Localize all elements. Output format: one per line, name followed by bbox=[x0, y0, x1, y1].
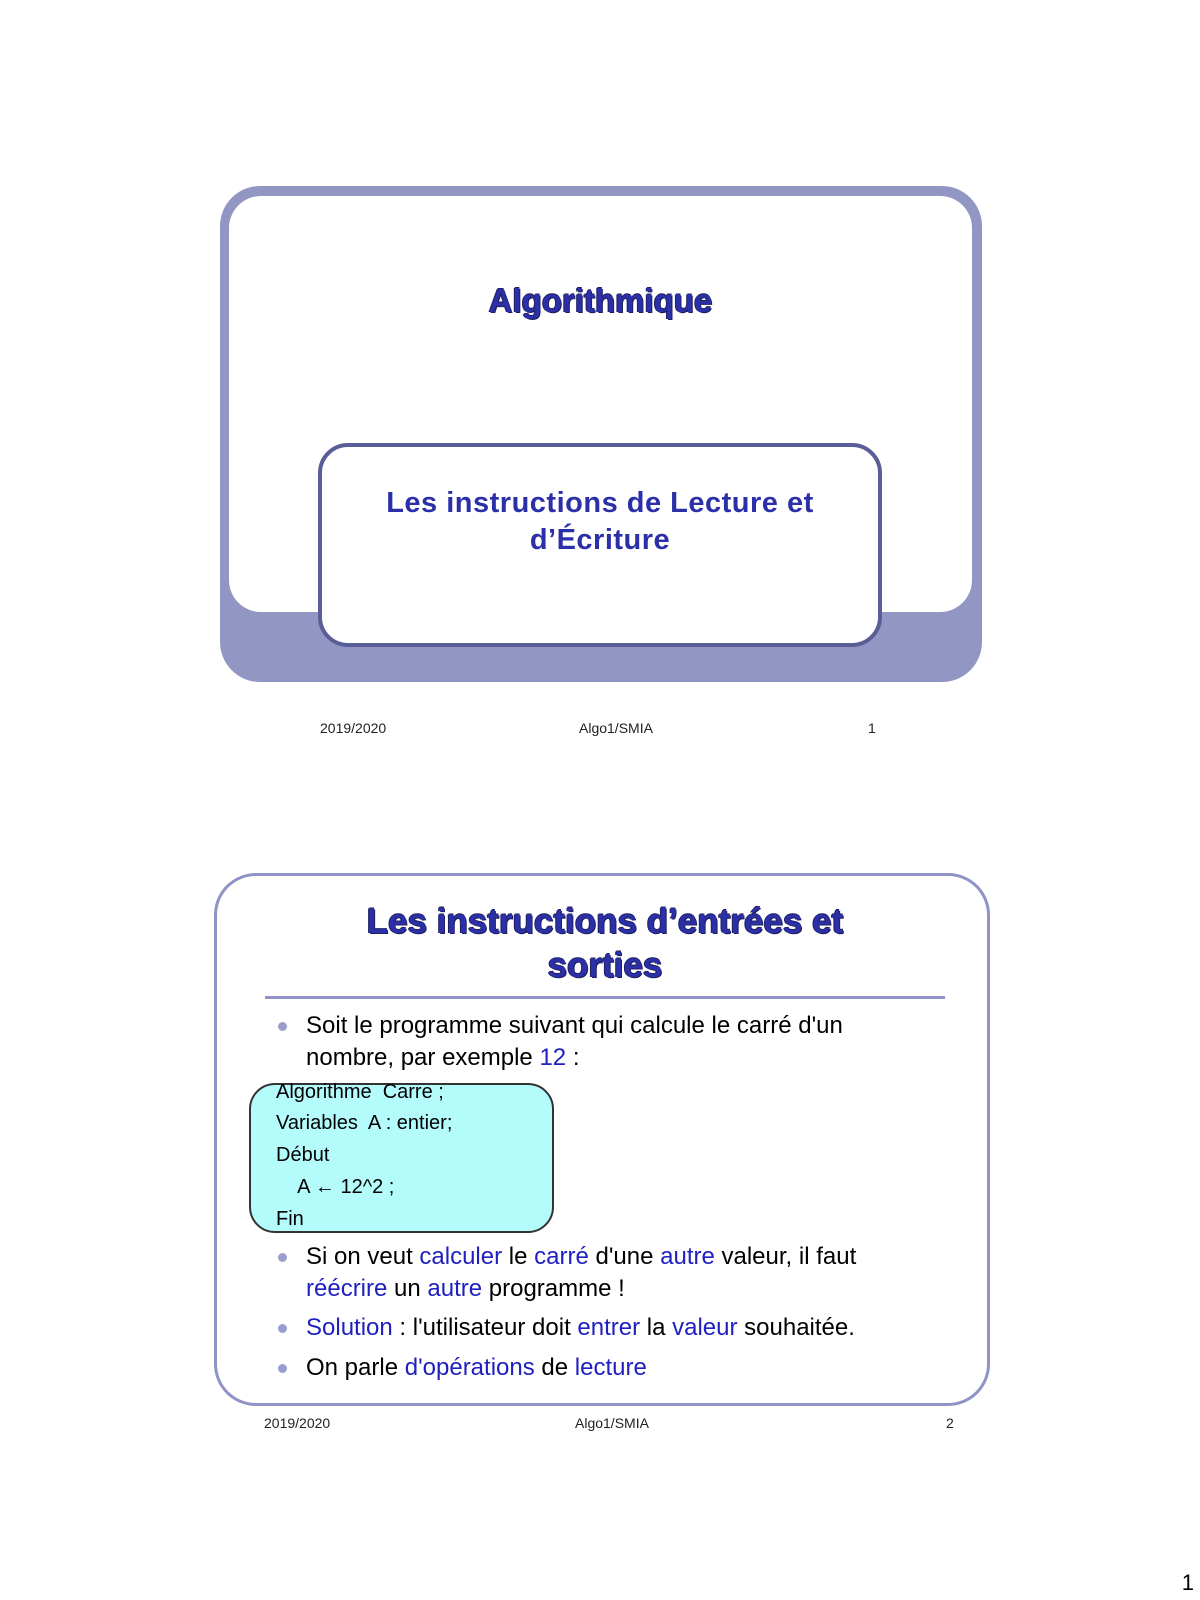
slide1-subtitle-line1: Les instructions de Lecture et bbox=[386, 487, 814, 519]
bullet-dot-icon bbox=[278, 1022, 287, 1031]
slide1-title: Algorithmique bbox=[488, 282, 713, 319]
slide2-footer-number: 2 bbox=[946, 1415, 954, 1431]
slide2-title bbox=[260, 900, 950, 988]
bullet-dot-icon bbox=[278, 1253, 287, 1262]
bullet-3-line: Solution : l'utilisateur doit entrer la valeur souhaitée. bbox=[306, 1314, 855, 1341]
slide2-title-line2: sorties bbox=[547, 946, 663, 985]
slide2-title-rule bbox=[265, 996, 945, 999]
slide1-footer-number: 1 bbox=[868, 720, 876, 736]
code-line-1: Algorithme Carre ; bbox=[276, 1081, 444, 1103]
slide1-subtitle-line2: d’Écriture bbox=[529, 524, 671, 556]
code-line-2: Variables A : entier; bbox=[276, 1112, 453, 1134]
slide2-footer-date: 2019/2020 bbox=[264, 1415, 331, 1431]
slide1-footer-course: Algo1/SMIA bbox=[579, 720, 653, 736]
bullet-dot-icon bbox=[278, 1324, 287, 1333]
bullet-4-line: On parle d'opérations de lecture bbox=[306, 1354, 647, 1381]
bullet-2-line2: réécrire un autre programme ! bbox=[306, 1275, 625, 1302]
slide1-footer-date: 2019/2020 bbox=[320, 720, 387, 736]
bullet-dot-icon bbox=[278, 1364, 287, 1373]
bullet-1-line2: nombre, par exemple 12 : bbox=[306, 1044, 580, 1071]
slide1-subtitle bbox=[322, 485, 878, 559]
page-number: 1 bbox=[1181, 1570, 1194, 1595]
slide2-title-line1: Les instructions d’entrées et bbox=[366, 902, 844, 941]
bullet-1-line1: Soit le programme suivant qui calcule le carré d'un bbox=[306, 1012, 843, 1039]
slide2-footer-course: Algo1/SMIA bbox=[575, 1415, 649, 1431]
code-line-4: A ← 12^2 ; bbox=[276, 1176, 395, 1198]
code-line-3: Début bbox=[276, 1144, 330, 1166]
bullet-2-line1: Si on veut calculer le carré d'une autre valeur, il faut bbox=[306, 1243, 857, 1270]
code-line-5: Fin bbox=[276, 1208, 304, 1230]
